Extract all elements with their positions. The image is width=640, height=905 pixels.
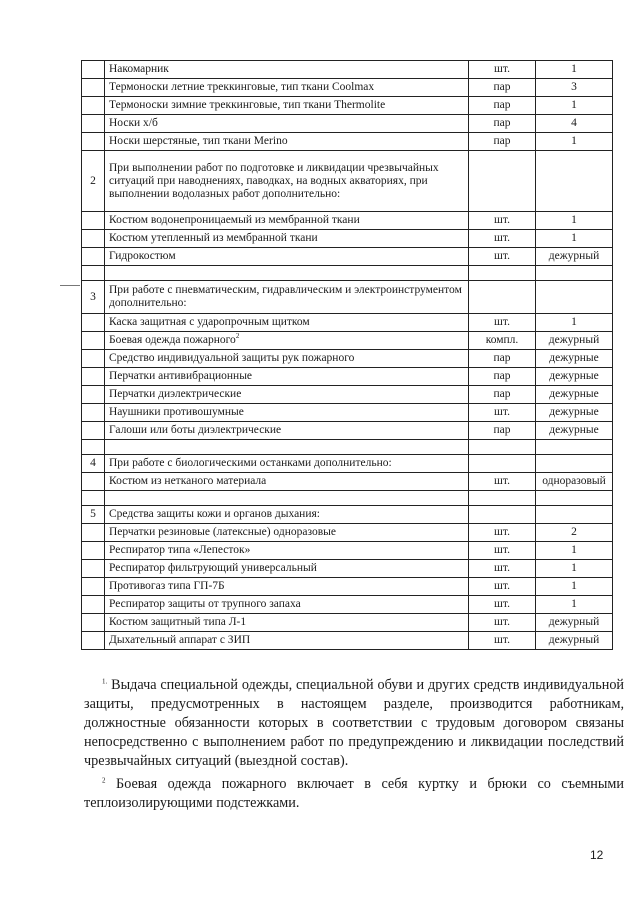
row-number-cell bbox=[82, 440, 105, 455]
unit-cell: пар bbox=[469, 386, 536, 404]
row-number-cell bbox=[82, 578, 105, 596]
unit-cell bbox=[469, 440, 536, 455]
unit-cell bbox=[469, 266, 536, 281]
item-name-cell: При работе с пневматическим, гидравлическим и электроинструментом дополнительно: bbox=[105, 281, 469, 314]
quantity-cell: дежурные bbox=[536, 350, 613, 368]
table-row bbox=[82, 632, 613, 650]
table-row bbox=[82, 314, 613, 332]
item-name-cell: Костюм водонепроницаемый из мембранной ткани bbox=[105, 212, 469, 230]
item-name-cell bbox=[105, 266, 469, 281]
row-number-cell bbox=[82, 422, 105, 440]
quantity-cell: 1 bbox=[536, 230, 613, 248]
quantity-cell: 2 bbox=[536, 524, 613, 542]
row-number-cell bbox=[82, 491, 105, 506]
table-row bbox=[82, 97, 613, 115]
footnote-2-text: Боевая одежда пожарного включает в себя куртку и брюки со съемными теплоизолирующими подстежками. bbox=[84, 776, 624, 811]
row-number-cell bbox=[82, 230, 105, 248]
row-number-cell bbox=[82, 596, 105, 614]
unit-cell: шт. bbox=[469, 61, 536, 79]
unit-cell: шт. bbox=[469, 314, 536, 332]
table-row bbox=[82, 404, 613, 422]
item-name-cell: Носки шерстяные, тип ткани Merino bbox=[105, 133, 469, 151]
table-row bbox=[82, 266, 613, 281]
item-name-cell: Боевая одежда пожарного$^2$ bbox=[105, 332, 469, 350]
unit-cell: пар bbox=[469, 97, 536, 115]
item-name-cell: Респиратор типа «Лепесток» bbox=[105, 542, 469, 560]
row-number-cell bbox=[82, 632, 105, 650]
item-name-cell: Перчатки диэлектрические bbox=[105, 386, 469, 404]
equipment-table bbox=[81, 60, 613, 650]
item-name-cell: Галоши или боты диэлектрические bbox=[105, 422, 469, 440]
quantity-cell: 1 bbox=[536, 314, 613, 332]
row-number-cell bbox=[82, 314, 105, 332]
item-name-cell: Термоноски летние треккинговые, тип ткани Coolmax bbox=[105, 79, 469, 97]
row-number-cell bbox=[82, 115, 105, 133]
row-number-cell bbox=[82, 404, 105, 422]
unit-cell: шт. bbox=[469, 248, 536, 266]
footnotes bbox=[84, 676, 624, 813]
item-name-cell: Перчатки резиновые (латексные) одноразовые bbox=[105, 524, 469, 542]
footnote-ref: 2 bbox=[235, 332, 240, 341]
footnote-1-mark: 1. bbox=[102, 677, 108, 686]
quantity-cell: 1 bbox=[536, 596, 613, 614]
quantity-cell: 1 bbox=[536, 61, 613, 79]
item-name-cell: Накомарник bbox=[105, 61, 469, 79]
item-name-cell: Гидрокостюм bbox=[105, 248, 469, 266]
row-number-cell bbox=[82, 473, 105, 491]
item-name-cell: Дыхательный аппарат с ЗИП bbox=[105, 632, 469, 650]
table-row bbox=[82, 506, 613, 524]
unit-cell: компл. bbox=[469, 332, 536, 350]
table-row bbox=[82, 491, 613, 506]
unit-cell: шт. bbox=[469, 596, 536, 614]
footnote-1-text: Выдача специальной одежды, специальной обуви и других средств индивидуальной защиты, предусмотренных в настоящем разделе, производится работникам, должностные обязанности которых в соответствии с трудовым договором связаны непосредственно с выполнением работ по предупреждению и ликвидации последствий чрезвычайных ситуаций (выездной состав). bbox=[84, 677, 624, 769]
unit-cell: шт. bbox=[469, 614, 536, 632]
table-row bbox=[82, 350, 613, 368]
unit-cell: шт. bbox=[469, 212, 536, 230]
unit-cell: пар bbox=[469, 350, 536, 368]
table-row bbox=[82, 332, 613, 350]
table-row bbox=[82, 524, 613, 542]
unit-cell: шт. bbox=[469, 632, 536, 650]
item-name-cell: Противогаз типа ГП-7Б bbox=[105, 578, 469, 596]
unit-cell: пар bbox=[469, 115, 536, 133]
unit-cell bbox=[469, 281, 536, 314]
table-row bbox=[82, 440, 613, 455]
unit-cell: шт. bbox=[469, 473, 536, 491]
table-row bbox=[82, 473, 613, 491]
row-number-cell bbox=[82, 524, 105, 542]
quantity-cell bbox=[536, 455, 613, 473]
unit-cell: шт. bbox=[469, 524, 536, 542]
row-number-cell bbox=[82, 79, 105, 97]
row-number-cell bbox=[82, 386, 105, 404]
item-name-cell: Костюм утепленный из мембранной ткани bbox=[105, 230, 469, 248]
quantity-cell: 1 bbox=[536, 97, 613, 115]
item-name-cell: Термоноски зимние треккинговые, тип ткани Thermolite bbox=[105, 97, 469, 115]
row-number-cell bbox=[82, 542, 105, 560]
table-row bbox=[82, 151, 613, 212]
quantity-cell: 1 bbox=[536, 542, 613, 560]
quantity-cell: дежурный bbox=[536, 632, 613, 650]
unit-cell: шт. bbox=[469, 404, 536, 422]
quantity-cell: дежурный bbox=[536, 614, 613, 632]
quantity-cell: 4 bbox=[536, 115, 613, 133]
item-name-cell: Средства защиты кожи и органов дыхания: bbox=[105, 506, 469, 524]
quantity-cell bbox=[536, 266, 613, 281]
quantity-cell bbox=[536, 440, 613, 455]
unit-cell bbox=[469, 151, 536, 212]
table-row bbox=[82, 115, 613, 133]
unit-cell: пар bbox=[469, 422, 536, 440]
item-name-cell: Перчатки антивибрационные bbox=[105, 368, 469, 386]
quantity-cell: 1 bbox=[536, 560, 613, 578]
item-name-cell: Наушники противошумные bbox=[105, 404, 469, 422]
row-number-cell bbox=[82, 368, 105, 386]
quantity-cell: 1 bbox=[536, 133, 613, 151]
table-row bbox=[82, 212, 613, 230]
table-row bbox=[82, 542, 613, 560]
item-name-cell: При выполнении работ по подготовке и ликвидации чрезвычайных ситуаций при наводнениях, паводках, на водных акваториях, при выполнении водолазных работ дополнительно: bbox=[105, 151, 469, 212]
table-row bbox=[82, 133, 613, 151]
table-row bbox=[82, 230, 613, 248]
unit-cell: пар bbox=[469, 368, 536, 386]
quantity-cell: одноразовый bbox=[536, 473, 613, 491]
row-number-cell bbox=[82, 61, 105, 79]
row-number-cell bbox=[82, 97, 105, 115]
scan-artifact-line bbox=[60, 285, 80, 286]
table-row bbox=[82, 614, 613, 632]
table-row bbox=[82, 422, 613, 440]
item-name-cell: Респиратор защиты от трупного запаха bbox=[105, 596, 469, 614]
row-number-cell bbox=[82, 133, 105, 151]
footnote-1 bbox=[84, 676, 624, 771]
item-name-cell: Костюм из нетканого материала bbox=[105, 473, 469, 491]
quantity-cell bbox=[536, 491, 613, 506]
table-row bbox=[82, 596, 613, 614]
row-number-cell: 2 bbox=[82, 151, 105, 212]
quantity-cell: дежурные bbox=[536, 422, 613, 440]
row-number-cell bbox=[82, 212, 105, 230]
table-row bbox=[82, 386, 613, 404]
unit-cell bbox=[469, 455, 536, 473]
quantity-cell: дежурные bbox=[536, 386, 613, 404]
row-number-cell bbox=[82, 614, 105, 632]
row-number-cell bbox=[82, 248, 105, 266]
table-row bbox=[82, 248, 613, 266]
unit-cell bbox=[469, 506, 536, 524]
quantity-cell: дежурный bbox=[536, 332, 613, 350]
quantity-cell bbox=[536, 506, 613, 524]
table-row bbox=[82, 560, 613, 578]
unit-cell: шт. bbox=[469, 230, 536, 248]
table-row bbox=[82, 281, 613, 314]
table-row bbox=[82, 578, 613, 596]
unit-cell: пар bbox=[469, 79, 536, 97]
item-name-cell: Респиратор фильтрующий универсальный bbox=[105, 560, 469, 578]
quantity-cell: дежурные bbox=[536, 404, 613, 422]
quantity-cell: дежурный bbox=[536, 248, 613, 266]
item-name-cell: Каска защитная с ударопрочным щитком bbox=[105, 314, 469, 332]
table-row bbox=[82, 61, 613, 79]
row-number-cell: 5 bbox=[82, 506, 105, 524]
quantity-cell: дежурные bbox=[536, 368, 613, 386]
row-number-cell: 3 bbox=[82, 281, 105, 314]
item-name-cell bbox=[105, 491, 469, 506]
item-name-cell: При работе с биологическими останками дополнительно: bbox=[105, 455, 469, 473]
equipment-table-body bbox=[82, 61, 613, 650]
quantity-cell bbox=[536, 151, 613, 212]
item-name-cell bbox=[105, 440, 469, 455]
row-number-cell bbox=[82, 560, 105, 578]
quantity-cell: 3 bbox=[536, 79, 613, 97]
quantity-cell: 1 bbox=[536, 212, 613, 230]
unit-cell bbox=[469, 491, 536, 506]
item-name-cell: Носки х/б bbox=[105, 115, 469, 133]
unit-cell: пар bbox=[469, 133, 536, 151]
footnote-2 bbox=[84, 775, 624, 813]
row-number-cell bbox=[82, 350, 105, 368]
quantity-cell: 1 bbox=[536, 578, 613, 596]
table-row bbox=[82, 79, 613, 97]
footnote-2-mark: 2 bbox=[102, 776, 106, 785]
row-number-cell bbox=[82, 332, 105, 350]
item-name-cell: Средство индивидуальной защиты рук пожарного bbox=[105, 350, 469, 368]
item-name-cell: Костюм защитный типа Л-1 bbox=[105, 614, 469, 632]
unit-cell: шт. bbox=[469, 578, 536, 596]
table-row bbox=[82, 368, 613, 386]
table-row bbox=[82, 455, 613, 473]
page-number: 12 bbox=[590, 848, 604, 862]
unit-cell: шт. bbox=[469, 542, 536, 560]
unit-cell: шт. bbox=[469, 560, 536, 578]
row-number-cell bbox=[82, 266, 105, 281]
row-number-cell: 4 bbox=[82, 455, 105, 473]
quantity-cell bbox=[536, 281, 613, 314]
